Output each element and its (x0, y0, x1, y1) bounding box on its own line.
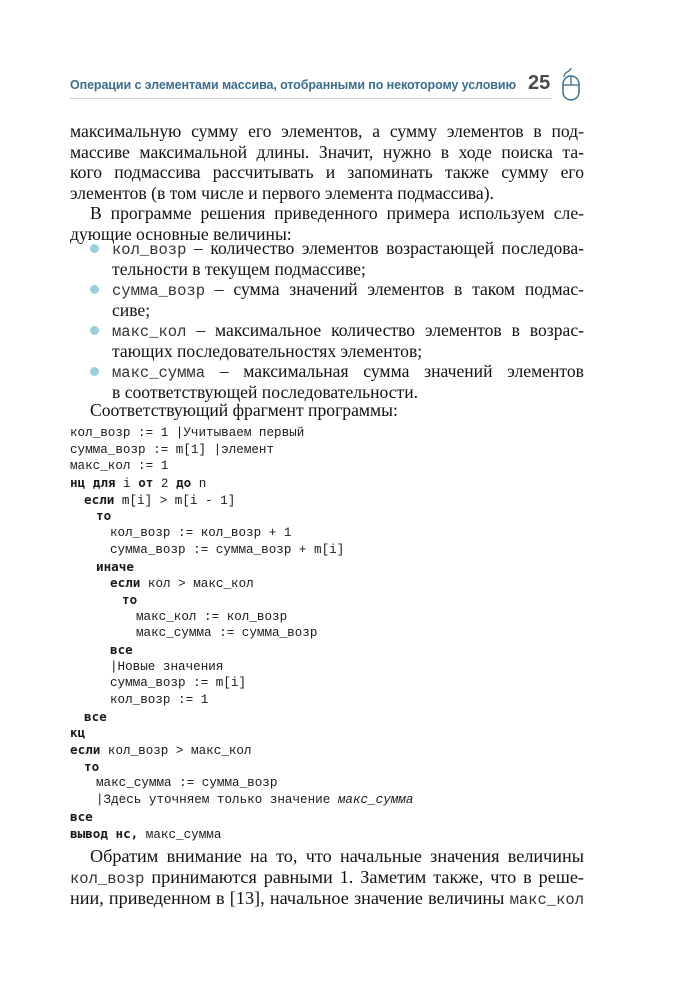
item-text: – максимальная сумма значений элементов (205, 361, 584, 381)
list-item (70, 361, 584, 402)
variable-name: макс_кол (112, 323, 187, 341)
code-line (70, 475, 590, 492)
code-line: макс_сумма := сумма_возр (96, 776, 278, 791)
code-keyword: если (70, 742, 101, 758)
code-line: кол_возр := кол_возр + 1 (110, 526, 292, 541)
code-text: m[i] > m[i - 1] (114, 493, 236, 508)
text-line: Соответствующий фрагмент программы: (90, 400, 398, 420)
code-line (70, 508, 590, 525)
variable-name: кол_возр (70, 870, 145, 888)
code-line: макс_кол := 1 (70, 459, 169, 474)
bullet-icon (90, 326, 99, 335)
item-text: – количество элементов возрастающей последова- (186, 238, 584, 258)
running-header (70, 74, 552, 99)
code-line (70, 809, 590, 826)
page-number: 25 (528, 72, 551, 94)
code-keyword: вывод нс, (70, 825, 139, 841)
code-keyword: если (110, 575, 141, 591)
text-line (112, 320, 584, 341)
code-keyword: если (84, 491, 115, 507)
code-line (70, 575, 590, 592)
list-item (70, 238, 584, 279)
code-line (70, 559, 590, 576)
text-line (70, 867, 584, 888)
list-item (70, 320, 584, 361)
paragraph-1 (70, 121, 584, 203)
code-line (70, 492, 590, 509)
code-keyword: нц для (70, 475, 116, 491)
text-span: принимаются равными 1. Заметим также, что в реше- (144, 867, 584, 887)
text-line: дующие основные величины: (70, 223, 292, 244)
code-line (70, 592, 590, 609)
code-text: 2 (153, 477, 177, 492)
paragraph-3 (70, 846, 584, 909)
variable-name: макс_сумма (112, 364, 206, 382)
text-line (112, 238, 584, 259)
text-line: сиве; (112, 299, 151, 320)
text-line: кого подмассива рассчитывать и запоминать также сумму его (70, 162, 584, 182)
code-text: n (191, 477, 207, 492)
text-line: максимальную сумму его элементов, а сумму элементов в под- (70, 121, 584, 141)
code-line (70, 759, 590, 776)
item-text: – сумма значений элементов в таком подмас- (205, 279, 584, 299)
text-line: элементов (в том числе и первого элемента подмассива). (70, 182, 494, 203)
code-text: кол_возр > макс_кол (100, 744, 252, 759)
code-keyword: от (138, 475, 154, 491)
code-line: кол_возр := 1 |Учитываем первый (70, 426, 305, 440)
running-title: Операции с элементами массива, отобранными по некоторому условию (70, 78, 517, 92)
text-line (112, 361, 584, 382)
code-line (70, 709, 590, 726)
code-comment: |Новые значения (110, 659, 224, 674)
code-listing (70, 425, 590, 842)
text-line (112, 279, 584, 300)
text-line: тающих последовательностях элементов; (112, 340, 423, 361)
code-text: макс_сумма (138, 827, 222, 842)
text-line: тельности в текущем подмассиве; (112, 258, 366, 279)
code-line (70, 642, 590, 659)
code-text: i (115, 477, 139, 492)
fragment-intro (70, 400, 584, 421)
variable-name: макс_кол (509, 891, 584, 909)
code-keyword: то (84, 758, 100, 774)
code-line: кол_возр := 1 (110, 693, 209, 707)
list-item (70, 279, 584, 320)
bullet-icon (90, 285, 99, 294)
code-keyword: все (84, 708, 107, 724)
code-keyword: все (70, 808, 93, 824)
code-line: макс_сумма := сумма_возр (136, 626, 318, 641)
text-line (70, 888, 584, 909)
code-text: |Здесь уточняем только значение (96, 793, 338, 808)
code-line (70, 826, 590, 843)
code-comment (70, 792, 590, 809)
text-line: В программе решения приведенного примера используем сле- (90, 203, 584, 223)
text-line: Обратим внимание на то, что начальные значения величины (90, 846, 584, 866)
code-line (70, 725, 590, 742)
text-span: нии, приведенном в [13], начальное значение величины (70, 888, 510, 908)
code-keyword: до (176, 475, 192, 491)
code-keyword: то (96, 508, 112, 524)
code-keyword: то (122, 591, 138, 607)
bullet-icon (90, 244, 99, 253)
code-line: сумма_возр := m[1] |элемент (70, 442, 275, 457)
variable-name: сумма_возр (112, 282, 206, 300)
bullet-icon (90, 367, 99, 376)
code-keyword: все (110, 641, 133, 657)
code-italic: макс_сумма (337, 793, 414, 808)
code-keyword: иначе (96, 558, 134, 574)
text-line: массиве максимальной длины. Значит, нужно в ходе поиска та- (70, 141, 584, 162)
computer-mouse-icon (560, 66, 582, 102)
code-line (70, 742, 590, 759)
code-line: макс_кол := кол_возр (136, 609, 288, 624)
code-line: сумма_возр := m[i] (110, 676, 247, 691)
item-text: – максимальное количество элементов в возрас- (186, 320, 584, 340)
variables-list (70, 238, 584, 402)
code-line: сумма_возр := сумма_возр + m[i] (110, 542, 345, 557)
code-text: кол > макс_кол (140, 577, 254, 592)
variable-name: кол_возр (112, 241, 187, 259)
code-keyword: кц (70, 725, 86, 741)
text-line: в соответствующей последовательности. (112, 381, 419, 402)
